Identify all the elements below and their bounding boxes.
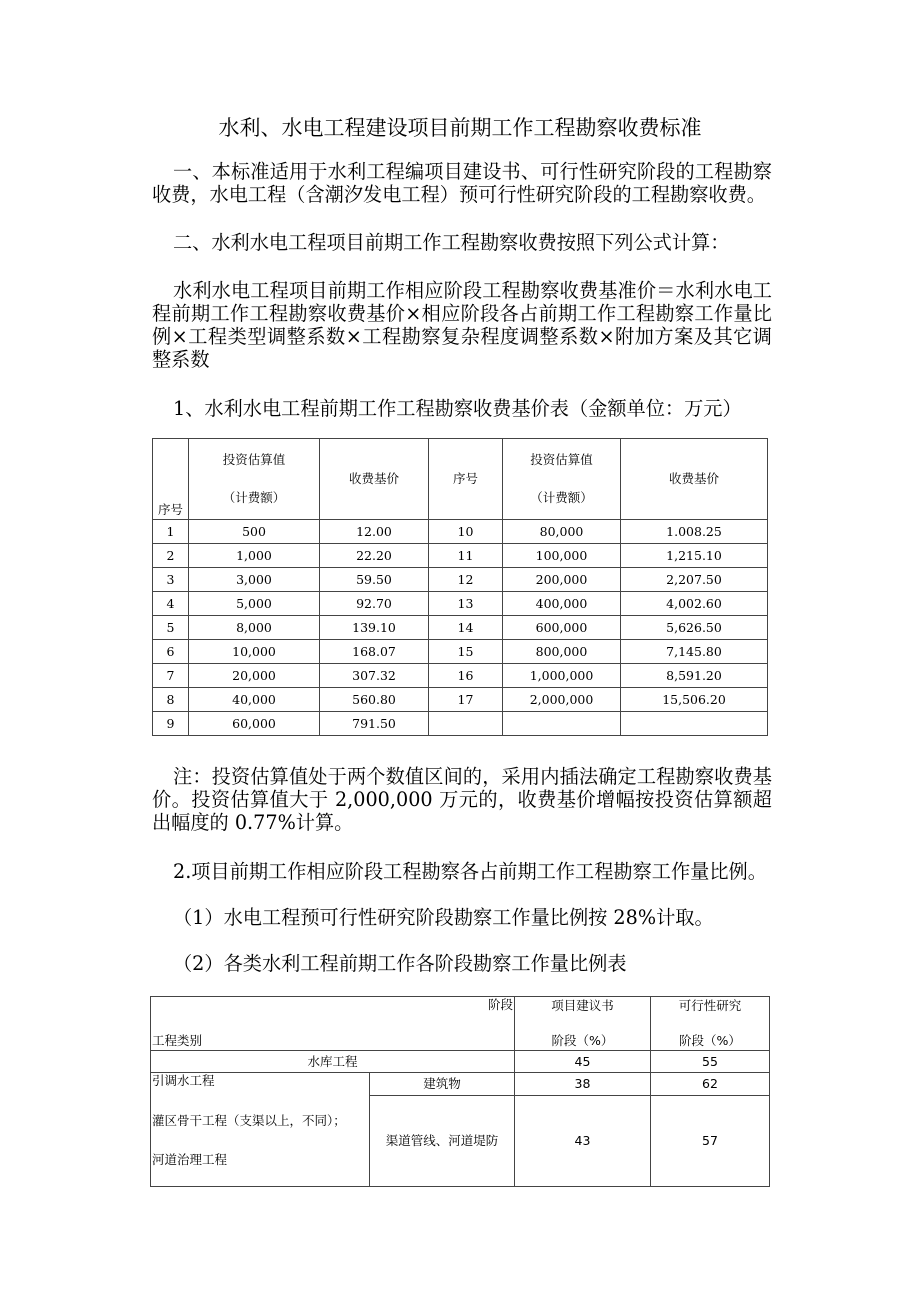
cell-price: 1.008.25 (621, 520, 768, 544)
cell-price: 22.20 (320, 544, 429, 568)
cell-category-group: 引调水工程 灌区骨干工程（支渠以上，不同）； 河道治理工程 (151, 1073, 370, 1187)
table2-caption: （2）各类水利工程前期工作各阶段勘察工作量比例表 (173, 952, 627, 975)
paragraph-formula-intro: 二、水利水电工程项目前期工作工程勘察收费按照下列公式计算： (173, 231, 730, 254)
header-seq-2: 序号 (429, 439, 503, 520)
paragraph-note: 注：投资估算值处于两个数值区间的，采用内插法确定工程勘察收费基价。投资估算值大于 2,000,000 万元的，收费基价增幅按投资估算额超出幅度的 0.77%计算。 (152, 765, 772, 834)
cell-seq: 3 (153, 568, 189, 592)
cell-investment: 40,000 (189, 688, 320, 712)
cell-price: 5,626.50 (621, 616, 768, 640)
cell-price: 139.10 (320, 616, 429, 640)
table-row (153, 640, 768, 664)
corner-stage-label: 阶段 (487, 997, 513, 1012)
stage-ratio-table (150, 996, 770, 1187)
header-seq: 序号 (153, 439, 189, 520)
paragraph-formula: 水利水电工程项目前期工作相应阶段工程勘察收费基准价＝水利水电工程前期工作工程勘察收费基价×相应阶段各占前期工作工程勘察工作量比例×工程类型调整系数×工程勘察复杂程度调整系数×附加方案及其它调整系数 (152, 279, 772, 371)
cell-investment: 600,000 (503, 616, 621, 640)
document-title: 水利、水电工程建设项目前期工作工程勘察收费标准 (218, 116, 702, 140)
table-row (151, 1051, 770, 1073)
cell-investment: 1,000,000 (503, 664, 621, 688)
corner-header (151, 997, 515, 1051)
header-investment-2: 投资估算值 （计费额） (503, 439, 621, 520)
table-row (153, 616, 768, 640)
cell-investment: 3,000 (189, 568, 320, 592)
cell-buildings: 建筑物 (370, 1073, 515, 1096)
paragraph-section-2: 2.项目前期工作相应阶段工程勘察各占前期工作工程勘察工作量比例。 (173, 860, 767, 883)
table-row (153, 688, 768, 712)
cell-price: 8,591.20 (621, 664, 768, 688)
table-row (151, 1073, 770, 1096)
cell-seq: 17 (429, 688, 503, 712)
cell-investment: 500 (189, 520, 320, 544)
cell-seq: 15 (429, 640, 503, 664)
cell-channels: 渠道管线、河道堤防 (370, 1096, 515, 1187)
cell-investment: 80,000 (503, 520, 621, 544)
cell-price: 791.50 (320, 712, 429, 736)
corner-category-label: 工程类别 (152, 1033, 203, 1048)
cell-seq: 2 (153, 544, 189, 568)
cell-seq: 5 (153, 616, 189, 640)
cell-investment: 100,000 (503, 544, 621, 568)
header-base-price: 收费基价 (320, 439, 429, 520)
cell-price: 307.32 (320, 664, 429, 688)
table-row (153, 520, 768, 544)
cell-investment: 2,000,000 (503, 688, 621, 712)
table1-caption: 1、水利水电工程前期工作工程勘察收费基价表（金额单位：万元） (173, 397, 742, 420)
cell-price: 92.70 (320, 592, 429, 616)
cell-seq: 12 (429, 568, 503, 592)
header-feasibility-stage: 可行性研究 阶段（%） (651, 997, 770, 1051)
cell-seq: 1 (153, 520, 189, 544)
cell-price: 2,207.50 (621, 568, 768, 592)
cell-seq: 4 (153, 592, 189, 616)
cell-seq (429, 712, 503, 736)
paragraph-scope: 一、本标准适用于水利工程编项目建设书、可行性研究阶段的工程勘察收费，水电工程（含潮汐发电工程）预可行性研究阶段的工程勘察收费。 (152, 160, 772, 206)
cell-price: 560.80 (320, 688, 429, 712)
cell-price: 4,002.60 (621, 592, 768, 616)
cell-price: 7,145.80 (621, 640, 768, 664)
header-base-price-2: 收费基价 (621, 439, 768, 520)
cell-feasibility: 62 (651, 1073, 770, 1096)
cell-seq: 9 (153, 712, 189, 736)
cell-proposal: 45 (515, 1051, 651, 1073)
cell-seq: 6 (153, 640, 189, 664)
table-row (153, 544, 768, 568)
cell-proposal: 43 (515, 1096, 651, 1187)
cell-price: 59.50 (320, 568, 429, 592)
cell-seq: 14 (429, 616, 503, 640)
table-row (153, 568, 768, 592)
base-price-table (152, 438, 768, 736)
cell-investment: 800,000 (503, 640, 621, 664)
table-header-row (151, 997, 770, 1051)
paragraph-hydropower-ratio: （1）水电工程预可行性研究阶段勘察工作量比例按 28%计取。 (173, 906, 714, 929)
cell-investment: 10,000 (189, 640, 320, 664)
table-row (153, 592, 768, 616)
cell-investment: 20,000 (189, 664, 320, 688)
cell-price (621, 712, 768, 736)
cell-seq: 13 (429, 592, 503, 616)
cell-seq: 11 (429, 544, 503, 568)
cell-investment (503, 712, 621, 736)
header-proposal-stage: 项目建议书 阶段（%） (515, 997, 651, 1051)
cell-seq: 10 (429, 520, 503, 544)
cell-seq: 8 (153, 688, 189, 712)
cell-investment: 60,000 (189, 712, 320, 736)
cell-investment: 400,000 (503, 592, 621, 616)
cell-reservoir: 水库工程 (151, 1051, 515, 1073)
cell-investment: 200,000 (503, 568, 621, 592)
cell-price: 168.07 (320, 640, 429, 664)
cell-investment: 5,000 (189, 592, 320, 616)
table-row (153, 712, 768, 736)
cell-feasibility: 55 (651, 1051, 770, 1073)
cell-investment: 1,000 (189, 544, 320, 568)
cell-proposal: 38 (515, 1073, 651, 1096)
cell-price: 12.00 (320, 520, 429, 544)
cell-price: 15,506.20 (621, 688, 768, 712)
header-investment: 投资估算值 （计费额） (189, 439, 320, 520)
cell-seq: 16 (429, 664, 503, 688)
table-header-row (153, 439, 768, 520)
cell-seq: 7 (153, 664, 189, 688)
cell-feasibility: 57 (651, 1096, 770, 1187)
table-row (153, 664, 768, 688)
cell-price: 1,215.10 (621, 544, 768, 568)
cell-investment: 8,000 (189, 616, 320, 640)
